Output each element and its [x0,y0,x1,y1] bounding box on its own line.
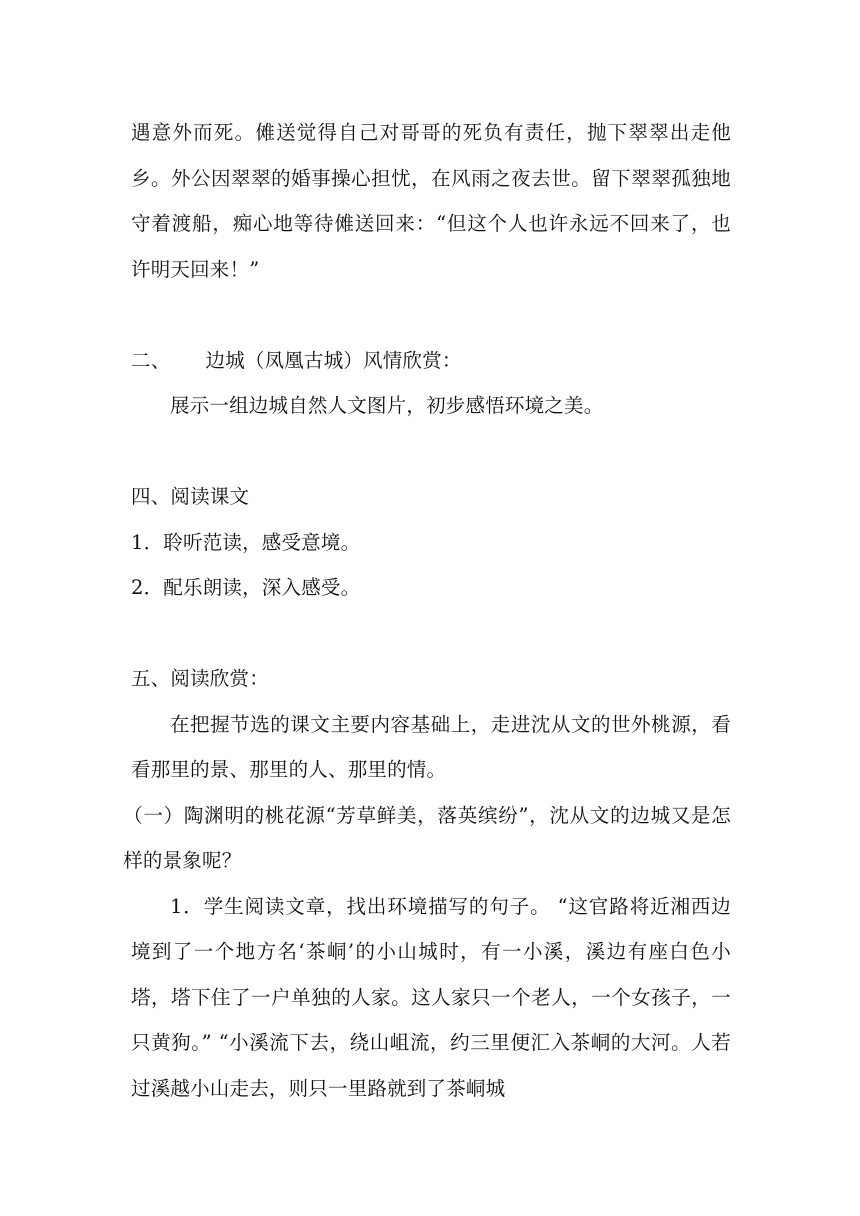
section-title-2: 边城（凤凰古城）风情欣赏： [205,348,462,372]
section-5-intro: 在把握节选的课文主要内容基础上，走进沈从文的世外桃源，看看那里的景、那里的人、那里的情。 [131,712,731,781]
section-5-point-1: 1．学生阅读文章，找出环境描写的句子。 “这官路将近湘西边境到了一个地方名‘茶峒’的小山城时，有一小溪，溪边有座白色小塔，塔下住了一户单独的人家。这人家只一个老人，一个女孩子，一只黄狗。” “小溪流下去，绕山岨流，约三里便汇入茶峒的大河。人若过溪越小山走去，则只一里路就到了茶峒城 [131,894,731,1100]
section-heading-5: 五、阅读欣赏： [131,667,269,690]
blank-line [131,611,731,657]
document-body [123,110,731,1111]
section-2-text: 展示一组边城自然人文图片，初步感悟环境之美。 [170,394,604,417]
section-heading-4: 四、阅读课文 [131,485,250,508]
section-5-subheading-1: （一）陶渊明的桃花源“芳草鲜美，落英缤纷”，沈从文的边城又是怎样的景象呢？ [123,803,731,872]
section-number-2: 二、 [131,348,171,372]
section-heading-2 [131,338,731,384]
section-4-item-1: 1．聆听范读，感受意境。 [131,530,361,554]
blank-line [131,292,731,338]
blank-line [131,429,731,475]
paragraph-story-ending: 遇意外而死。傩送觉得自己对哥哥的死负有责任，抛下翠翠出走他乡。外公因翠翠的婚事操心担忧，在风雨之夜去世。留下翠翠孤独地守着渡船，痴心地等待傩送回来：“但这个人也许永远不回来了，也许明天回来！” [131,121,731,281]
section-4-item-2: 2．配乐朗读，深入感受。 [131,576,361,599]
